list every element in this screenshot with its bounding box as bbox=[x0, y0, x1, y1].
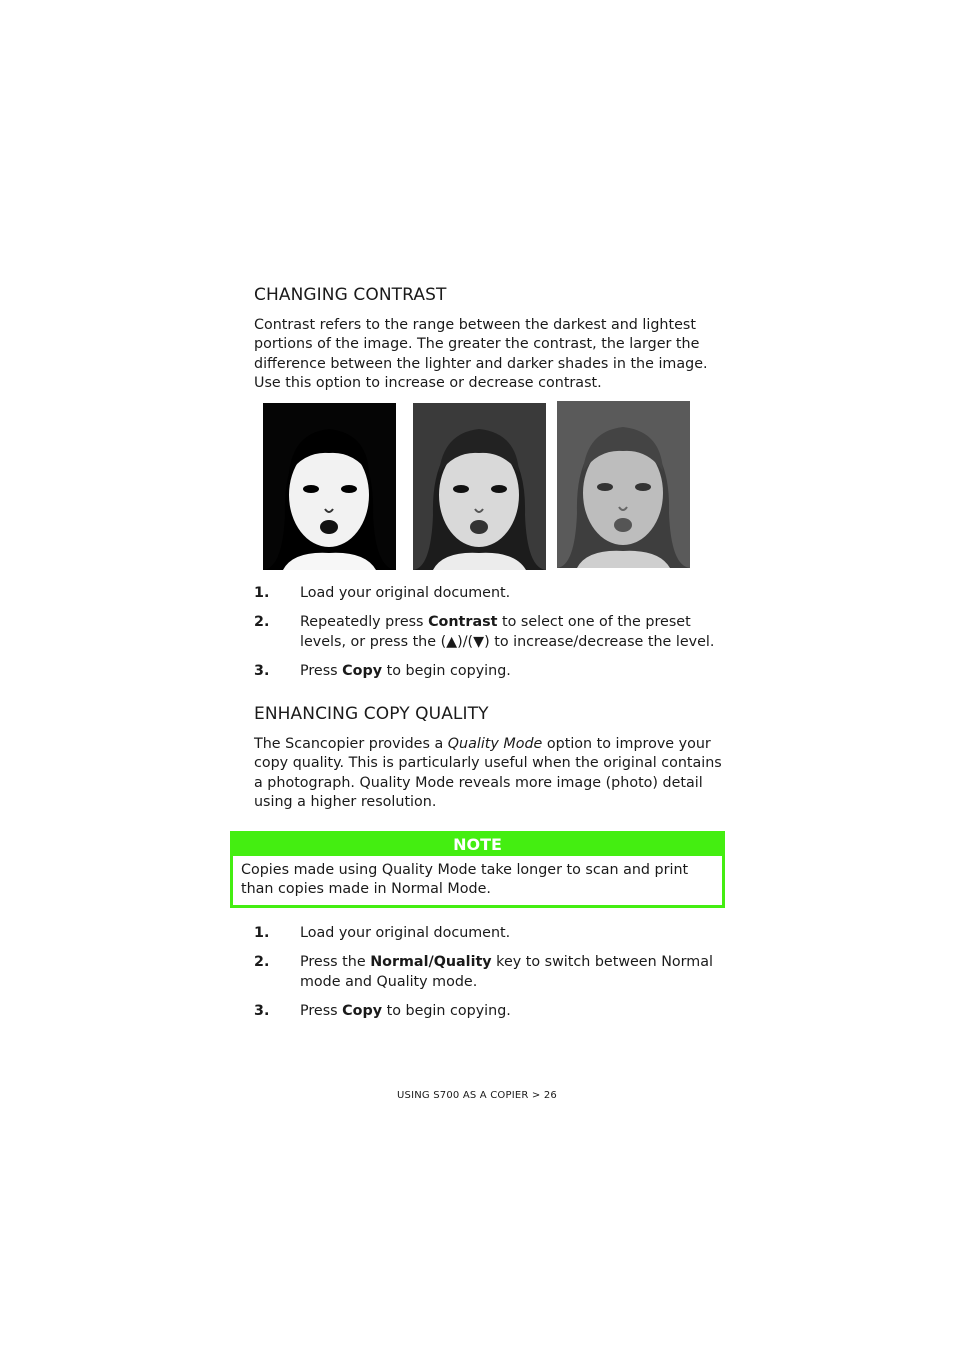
list-item: 1. Load your original document. bbox=[254, 925, 511, 941]
note-text: Copies made using Quality Mode take longer to scan and print than copies made in Normal Mode. bbox=[241, 862, 689, 898]
normal-quality-key-label: Normal/Quality bbox=[370, 954, 492, 971]
list-item: 3. Press Copy to begin copying. bbox=[254, 663, 511, 680]
photo-low-contrast bbox=[557, 401, 690, 568]
section-heading-quality: ENHANCING COPY QUALITY bbox=[254, 704, 489, 724]
photo-medium-contrast bbox=[413, 403, 546, 570]
quality-description: The Scancopier provides a Quality Mode option to improve your copy quality. This is particularly useful when the original contains a photograph. Quality Mode reveals more image (photo) detail using a higher resolution. bbox=[254, 736, 722, 811]
quality-mode-term: Quality Mode bbox=[447, 736, 543, 752]
contrast-steps bbox=[254, 584, 729, 692]
list-item: 3. Press Copy to begin copying. bbox=[254, 1003, 511, 1020]
contrast-key-label: Contrast bbox=[428, 614, 498, 631]
list-item: 2. Repeatedly press Contrast to select one of the preset levels, or press the (▲)/(▼) to increase/decrease the level. bbox=[254, 614, 715, 650]
section-heading-contrast: CHANGING CONTRAST bbox=[254, 285, 447, 305]
contrast-photo-examples bbox=[262, 401, 692, 571]
copy-key-label: Copy bbox=[342, 663, 383, 680]
list-item: 2. Press the Normal/Quality key to switch between Normal mode and Quality mode. bbox=[254, 954, 713, 990]
note-box bbox=[230, 831, 725, 908]
page-footer: USING S700 AS A COPIER > 26 bbox=[397, 1090, 557, 1101]
list-item: 1. Load your original document. bbox=[254, 585, 511, 601]
photo-high-contrast bbox=[263, 403, 396, 570]
quality-steps bbox=[254, 924, 729, 1032]
contrast-description: Contrast refers to the range between the darkest and lightest portions of the image. The greater the contrast, the larger the difference between the lighter and darker shades in the image. Use this option to increase or decrease contrast. bbox=[254, 317, 708, 392]
note-title: NOTE bbox=[233, 834, 722, 856]
copy-key-label: Copy bbox=[342, 1003, 383, 1020]
